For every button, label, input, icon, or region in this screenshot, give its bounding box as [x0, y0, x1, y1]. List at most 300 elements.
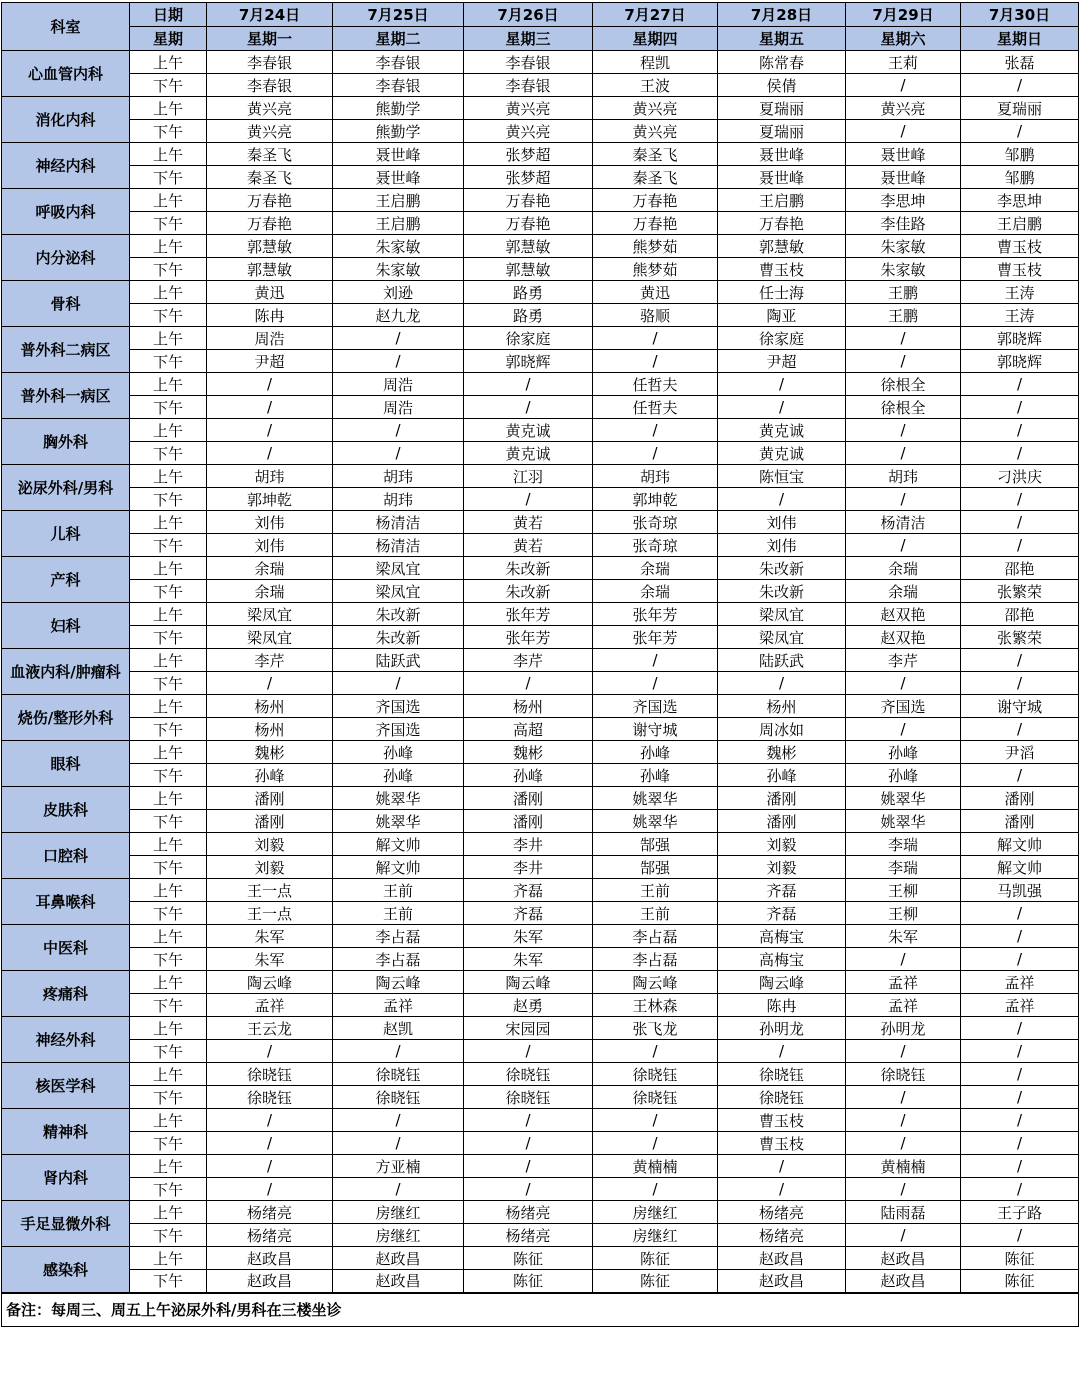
doctor-cell: 朱改新 — [333, 603, 464, 626]
table-row — [2, 971, 1079, 994]
doctor-cell: / — [333, 327, 464, 350]
doctor-cell: 潘刚 — [718, 787, 846, 810]
period-afternoon: 下午 — [130, 994, 207, 1017]
period-morning: 上午 — [130, 649, 207, 672]
doctor-cell: 刘毅 — [207, 856, 333, 879]
period-afternoon: 下午 — [130, 74, 207, 97]
table-row — [2, 1201, 1079, 1224]
doctor-cell: 徐晓钰 — [718, 1063, 846, 1086]
table-row — [2, 442, 1079, 465]
table-row — [2, 1155, 1079, 1178]
doctor-cell: / — [846, 488, 961, 511]
doctor-cell: / — [593, 1109, 718, 1132]
doctor-cell: 郭慧敏 — [207, 258, 333, 281]
doctor-cell: 张年芳 — [464, 626, 593, 649]
period-afternoon: 下午 — [130, 580, 207, 603]
department-name: 精神科 — [2, 1109, 130, 1155]
doctor-cell: / — [846, 948, 961, 971]
doctor-cell: 杨绪亮 — [207, 1201, 333, 1224]
doctor-cell: 郭坤乾 — [207, 488, 333, 511]
period-afternoon: 下午 — [130, 1040, 207, 1063]
doctor-cell: 孟祥 — [846, 971, 961, 994]
doctor-cell: / — [464, 396, 593, 419]
doctor-cell: / — [846, 74, 961, 97]
doctor-cell: 王前 — [593, 879, 718, 902]
doctor-cell: 熊勤学 — [333, 97, 464, 120]
doctor-cell: 谢守城 — [593, 718, 718, 741]
department-name: 皮肤科 — [2, 787, 130, 833]
department-name: 口腔科 — [2, 833, 130, 879]
doctor-cell: 梁凤宜 — [718, 603, 846, 626]
doctor-cell: / — [207, 1109, 333, 1132]
doctor-cell: 齐磊 — [718, 902, 846, 925]
doctor-cell: 陶云峰 — [464, 971, 593, 994]
doctor-cell: / — [961, 419, 1079, 442]
doctor-cell: 房继红 — [333, 1201, 464, 1224]
doctor-cell: 孙峰 — [846, 764, 961, 787]
doctor-cell: 孟祥 — [333, 994, 464, 1017]
doctor-cell: 夏瑞丽 — [718, 97, 846, 120]
table-row — [2, 925, 1079, 948]
doctor-cell: / — [333, 419, 464, 442]
doctor-cell: 王莉 — [846, 51, 961, 74]
doctor-cell: 孟祥 — [846, 994, 961, 1017]
period-afternoon: 下午 — [130, 1270, 207, 1293]
doctor-cell: 秦圣飞 — [593, 143, 718, 166]
doctor-cell: / — [718, 672, 846, 695]
doctor-cell: 王波 — [593, 74, 718, 97]
doctor-cell: 李井 — [464, 856, 593, 879]
doctor-cell: / — [333, 350, 464, 373]
period-afternoon: 下午 — [130, 764, 207, 787]
doctor-cell: / — [961, 925, 1079, 948]
doctor-cell: 赵政昌 — [718, 1270, 846, 1293]
doctor-cell: 万春艳 — [464, 189, 593, 212]
doctor-cell: 陈征 — [961, 1270, 1079, 1293]
table-row — [2, 1224, 1079, 1247]
table-row — [2, 764, 1079, 787]
doctor-cell: 赵政昌 — [846, 1270, 961, 1293]
table-row — [2, 258, 1079, 281]
doctor-cell: 郭慧敏 — [207, 235, 333, 258]
period-morning: 上午 — [130, 373, 207, 396]
weekday-header: 星期二 — [333, 27, 464, 51]
doctor-cell: 余瑞 — [846, 557, 961, 580]
doctor-cell: / — [961, 1063, 1079, 1086]
department-name: 呼吸内科 — [2, 189, 130, 235]
doctor-cell: 陈征 — [464, 1270, 593, 1293]
doctor-cell: 朱家敏 — [333, 235, 464, 258]
doctor-cell: 李思坤 — [961, 189, 1079, 212]
period-afternoon: 下午 — [130, 534, 207, 557]
doctor-cell: / — [464, 1109, 593, 1132]
doctor-cell: 陈常春 — [718, 51, 846, 74]
doctor-cell: / — [961, 1109, 1079, 1132]
doctor-cell: 潘刚 — [207, 810, 333, 833]
doctor-cell: 徐晓钰 — [207, 1086, 333, 1109]
table-row — [2, 534, 1079, 557]
department-name: 普外科一病区 — [2, 373, 130, 419]
doctor-cell: 王一点 — [207, 902, 333, 925]
doctor-cell: 杨州 — [718, 695, 846, 718]
doctor-cell: 潘刚 — [961, 787, 1079, 810]
doctor-cell: 周浩 — [333, 396, 464, 419]
doctor-cell: 张繁荣 — [961, 626, 1079, 649]
footnote: 备注：每周三、周五上午泌尿外科/男科在三楼坐诊 — [2, 1293, 1079, 1327]
doctor-cell: 胡玮 — [846, 465, 961, 488]
doctor-cell: / — [593, 442, 718, 465]
doctor-cell: 余瑞 — [207, 580, 333, 603]
table-row — [2, 557, 1079, 580]
doctor-cell: 王鹏 — [846, 281, 961, 304]
doctor-cell: 徐晓钰 — [593, 1063, 718, 1086]
period-afternoon: 下午 — [130, 442, 207, 465]
table-row — [2, 51, 1079, 74]
table-row — [2, 511, 1079, 534]
doctor-cell: / — [961, 1224, 1079, 1247]
doctor-cell: / — [846, 672, 961, 695]
table-row — [2, 902, 1079, 925]
period-afternoon: 下午 — [130, 902, 207, 925]
doctor-cell: 朱军 — [464, 925, 593, 948]
table-row — [2, 1270, 1079, 1293]
doctor-cell: 陈征 — [464, 1247, 593, 1270]
department-name: 肾内科 — [2, 1155, 130, 1201]
doctor-cell: 孙峰 — [333, 741, 464, 764]
doctor-cell: 齐磊 — [464, 879, 593, 902]
doctor-cell: 朱改新 — [464, 580, 593, 603]
weekday-header: 星期五 — [718, 27, 846, 51]
doctor-cell: 陈冉 — [718, 994, 846, 1017]
doctor-cell: 孟祥 — [961, 971, 1079, 994]
doctor-cell: 胡玮 — [333, 465, 464, 488]
doctor-cell: 郭慧敏 — [718, 235, 846, 258]
doctor-cell: 黄楠楠 — [593, 1155, 718, 1178]
doctor-cell: 邵艳 — [961, 557, 1079, 580]
department-name: 胸外科 — [2, 419, 130, 465]
doctor-cell: 黄克诚 — [718, 442, 846, 465]
period-morning: 上午 — [130, 189, 207, 212]
doctor-cell: 魏彬 — [464, 741, 593, 764]
department-name: 神经内科 — [2, 143, 130, 189]
doctor-cell: 杨清洁 — [333, 511, 464, 534]
doctor-cell: 陶云峰 — [207, 971, 333, 994]
doctor-cell: 刘伟 — [718, 511, 846, 534]
table-row — [2, 580, 1079, 603]
doctor-cell: / — [593, 327, 718, 350]
doctor-cell: / — [593, 350, 718, 373]
doctor-cell: 齐磊 — [464, 902, 593, 925]
department-name: 内分泌科 — [2, 235, 130, 281]
doctor-cell: 李瑞 — [846, 856, 961, 879]
doctor-cell: 程凯 — [593, 51, 718, 74]
doctor-cell: 魏彬 — [207, 741, 333, 764]
doctor-cell: 刘伟 — [207, 534, 333, 557]
doctor-cell: / — [593, 419, 718, 442]
doctor-cell: 徐晓钰 — [333, 1063, 464, 1086]
doctor-cell: 任士海 — [718, 281, 846, 304]
department-name: 血液内科/肿瘤科 — [2, 649, 130, 695]
table-row — [2, 465, 1079, 488]
period-morning: 上午 — [130, 603, 207, 626]
doctor-cell: / — [593, 1132, 718, 1155]
doctor-cell: 张年芳 — [464, 603, 593, 626]
doctor-cell: 高超 — [464, 718, 593, 741]
doctor-cell: 黄兴亮 — [464, 97, 593, 120]
table-row — [2, 856, 1079, 879]
doctor-cell: / — [961, 1178, 1079, 1201]
doctor-cell: / — [961, 902, 1079, 925]
doctor-cell: 骆顺 — [593, 304, 718, 327]
doctor-cell: 齐磊 — [718, 879, 846, 902]
doctor-cell: / — [718, 396, 846, 419]
date-header: 7月24日 — [207, 3, 333, 27]
period-morning: 上午 — [130, 235, 207, 258]
doctor-cell: 陆跃武 — [333, 649, 464, 672]
doctor-cell: 高梅宝 — [718, 948, 846, 971]
doctor-cell: / — [207, 442, 333, 465]
table-row — [2, 1178, 1079, 1201]
department-name: 耳鼻喉科 — [2, 879, 130, 925]
doctor-cell: / — [961, 1017, 1079, 1040]
doctor-cell: 齐国选 — [846, 695, 961, 718]
doctor-cell: 朱家敏 — [846, 258, 961, 281]
doctor-cell: 陶云峰 — [718, 971, 846, 994]
doctor-cell: 黄迅 — [593, 281, 718, 304]
doctor-cell: 王柳 — [846, 879, 961, 902]
doctor-cell: 徐晓钰 — [846, 1063, 961, 1086]
period-morning: 上午 — [130, 1063, 207, 1086]
doctor-cell: 徐晓钰 — [464, 1063, 593, 1086]
doctor-cell: 万春艳 — [464, 212, 593, 235]
doctor-cell: 侯倩 — [718, 74, 846, 97]
doctor-cell: / — [846, 327, 961, 350]
doctor-cell: 王前 — [593, 902, 718, 925]
doctor-cell: / — [718, 1178, 846, 1201]
doctor-cell: 孙峰 — [333, 764, 464, 787]
doctor-cell: 孙明龙 — [846, 1017, 961, 1040]
table-row — [2, 327, 1079, 350]
doctor-cell: 杨州 — [464, 695, 593, 718]
doctor-cell: 聂世峰 — [846, 143, 961, 166]
department-name: 感染科 — [2, 1247, 130, 1293]
doctor-cell: 齐国选 — [593, 695, 718, 718]
table-row — [2, 718, 1079, 741]
doctor-cell: 王林森 — [593, 994, 718, 1017]
doctor-cell: / — [207, 396, 333, 419]
doctor-cell: / — [464, 488, 593, 511]
weekday-header: 星期四 — [593, 27, 718, 51]
doctor-cell: / — [207, 1178, 333, 1201]
doctor-cell: 刘毅 — [718, 856, 846, 879]
table-row — [2, 350, 1079, 373]
doctor-cell: 张梦超 — [464, 166, 593, 189]
doctor-cell: / — [846, 718, 961, 741]
doctor-cell: / — [961, 511, 1079, 534]
doctor-cell: 解文帅 — [333, 856, 464, 879]
table-row — [2, 1132, 1079, 1155]
department-name: 手足显微外科 — [2, 1201, 130, 1247]
doctor-cell: / — [961, 948, 1079, 971]
department-name: 疼痛科 — [2, 971, 130, 1017]
table-row — [2, 626, 1079, 649]
weekday-label: 星期 — [130, 27, 207, 51]
period-afternoon: 下午 — [130, 488, 207, 511]
doctor-cell: 江羽 — [464, 465, 593, 488]
doctor-cell: 房继红 — [333, 1224, 464, 1247]
doctor-cell: 黄兴亮 — [207, 97, 333, 120]
doctor-cell: 王涛 — [961, 304, 1079, 327]
period-morning: 上午 — [130, 1017, 207, 1040]
doctor-cell: 杨州 — [207, 718, 333, 741]
doctor-cell: 杨清洁 — [333, 534, 464, 557]
doctor-cell: 孙峰 — [593, 764, 718, 787]
doctor-cell: / — [207, 672, 333, 695]
doctor-cell: 郭慧敏 — [464, 235, 593, 258]
doctor-cell: 余瑞 — [593, 580, 718, 603]
department-name: 神经外科 — [2, 1017, 130, 1063]
doctor-cell: 李井 — [464, 833, 593, 856]
doctor-cell: / — [846, 1178, 961, 1201]
department-name: 妇科 — [2, 603, 130, 649]
doctor-cell: / — [464, 1132, 593, 1155]
period-morning: 上午 — [130, 281, 207, 304]
doctor-cell: / — [961, 120, 1079, 143]
doctor-cell: 朱军 — [207, 948, 333, 971]
doctor-cell: 朱改新 — [718, 580, 846, 603]
doctor-cell: 王鹏 — [846, 304, 961, 327]
doctor-cell: 徐晓钰 — [333, 1086, 464, 1109]
table-row — [2, 649, 1079, 672]
table-row — [2, 373, 1079, 396]
period-morning: 上午 — [130, 971, 207, 994]
doctor-cell: 黄若 — [464, 534, 593, 557]
doctor-cell: 解文帅 — [961, 833, 1079, 856]
doctor-cell: 聂世峰 — [718, 166, 846, 189]
doctor-cell: 胡玮 — [593, 465, 718, 488]
period-afternoon: 下午 — [130, 626, 207, 649]
doctor-cell: 郭晓辉 — [961, 327, 1079, 350]
doctor-cell: 张繁荣 — [961, 580, 1079, 603]
doctor-cell: / — [961, 718, 1079, 741]
period-afternoon: 下午 — [130, 166, 207, 189]
doctor-cell: / — [464, 672, 593, 695]
doctor-cell: 孙峰 — [464, 764, 593, 787]
doctor-cell: 孙峰 — [593, 741, 718, 764]
doctor-cell: 赵政昌 — [333, 1270, 464, 1293]
doctor-cell: 杨绪亮 — [464, 1201, 593, 1224]
table-row — [2, 166, 1079, 189]
table-row — [2, 189, 1079, 212]
date-header: 7月28日 — [718, 3, 846, 27]
doctor-cell: 赵政昌 — [333, 1247, 464, 1270]
doctor-cell: 聂世峰 — [718, 143, 846, 166]
doctor-cell: 朱家敏 — [846, 235, 961, 258]
doctor-cell: 秦圣飞 — [207, 143, 333, 166]
weekday-header: 星期六 — [846, 27, 961, 51]
weekday-header: 星期日 — [961, 27, 1079, 51]
doctor-cell: / — [207, 373, 333, 396]
doctor-cell: 陶云峰 — [593, 971, 718, 994]
period-morning: 上午 — [130, 879, 207, 902]
weekday-header: 星期三 — [464, 27, 593, 51]
doctor-cell: 徐晓钰 — [718, 1086, 846, 1109]
doctor-cell: 陈征 — [593, 1247, 718, 1270]
doctor-cell: 魏彬 — [718, 741, 846, 764]
date-header: 7月27日 — [593, 3, 718, 27]
doctor-cell: 李春银 — [333, 51, 464, 74]
period-morning: 上午 — [130, 511, 207, 534]
doctor-cell: 梁凤宜 — [207, 626, 333, 649]
doctor-cell: 孟祥 — [961, 994, 1079, 1017]
doctor-cell: / — [961, 373, 1079, 396]
doctor-cell: / — [961, 672, 1079, 695]
doctor-cell: / — [961, 74, 1079, 97]
doctor-cell: 黄兴亮 — [464, 120, 593, 143]
doctor-cell: 聂世峰 — [333, 143, 464, 166]
doctor-cell: 秦圣飞 — [593, 166, 718, 189]
table-header — [2, 3, 1079, 51]
doctor-cell: 刁洪庆 — [961, 465, 1079, 488]
table-row — [2, 396, 1079, 419]
doctor-cell: / — [464, 1178, 593, 1201]
doctor-cell: 杨绪亮 — [718, 1201, 846, 1224]
doctor-cell: 郜强 — [593, 856, 718, 879]
doctor-cell: 黄兴亮 — [593, 120, 718, 143]
doctor-cell: 黄若 — [464, 511, 593, 534]
doctor-cell: 王云龙 — [207, 1017, 333, 1040]
doctor-cell: 熊梦茹 — [593, 258, 718, 281]
doctor-cell: 王启鹏 — [718, 189, 846, 212]
period-afternoon: 下午 — [130, 1132, 207, 1155]
doctor-cell: 解文帅 — [333, 833, 464, 856]
doctor-cell: 李春银 — [207, 74, 333, 97]
doctor-cell: 陈冉 — [207, 304, 333, 327]
table-row — [2, 1109, 1079, 1132]
doctor-cell: / — [718, 488, 846, 511]
doctor-cell: / — [593, 1178, 718, 1201]
period-morning: 上午 — [130, 787, 207, 810]
doctor-cell: / — [333, 442, 464, 465]
doctor-cell: / — [961, 488, 1079, 511]
doctor-cell: 曹玉枝 — [718, 1132, 846, 1155]
doctor-cell: 王前 — [333, 902, 464, 925]
period-morning: 上午 — [130, 465, 207, 488]
doctor-cell: 曹玉枝 — [961, 235, 1079, 258]
doctor-cell: 熊勤学 — [333, 120, 464, 143]
doctor-cell: 姚翠华 — [593, 787, 718, 810]
period-afternoon: 下午 — [130, 672, 207, 695]
doctor-cell: 夏瑞丽 — [961, 97, 1079, 120]
period-afternoon: 下午 — [130, 350, 207, 373]
doctor-cell: 朱改新 — [464, 557, 593, 580]
period-morning: 上午 — [130, 97, 207, 120]
doctor-cell: 郭坤乾 — [593, 488, 718, 511]
period-morning: 上午 — [130, 143, 207, 166]
doctor-cell: 任哲夫 — [593, 373, 718, 396]
doctor-cell: 陈恒宝 — [718, 465, 846, 488]
doctor-cell: 姚翠华 — [846, 810, 961, 833]
department-name: 产科 — [2, 557, 130, 603]
doctor-cell: 孙峰 — [207, 764, 333, 787]
doctor-cell: 陶亚 — [718, 304, 846, 327]
doctor-cell: 余瑞 — [207, 557, 333, 580]
table-row — [2, 879, 1079, 902]
doctor-cell: 邵艳 — [961, 603, 1079, 626]
doctor-cell: 秦圣飞 — [207, 166, 333, 189]
doctor-cell: 余瑞 — [846, 580, 961, 603]
period-afternoon: 下午 — [130, 120, 207, 143]
